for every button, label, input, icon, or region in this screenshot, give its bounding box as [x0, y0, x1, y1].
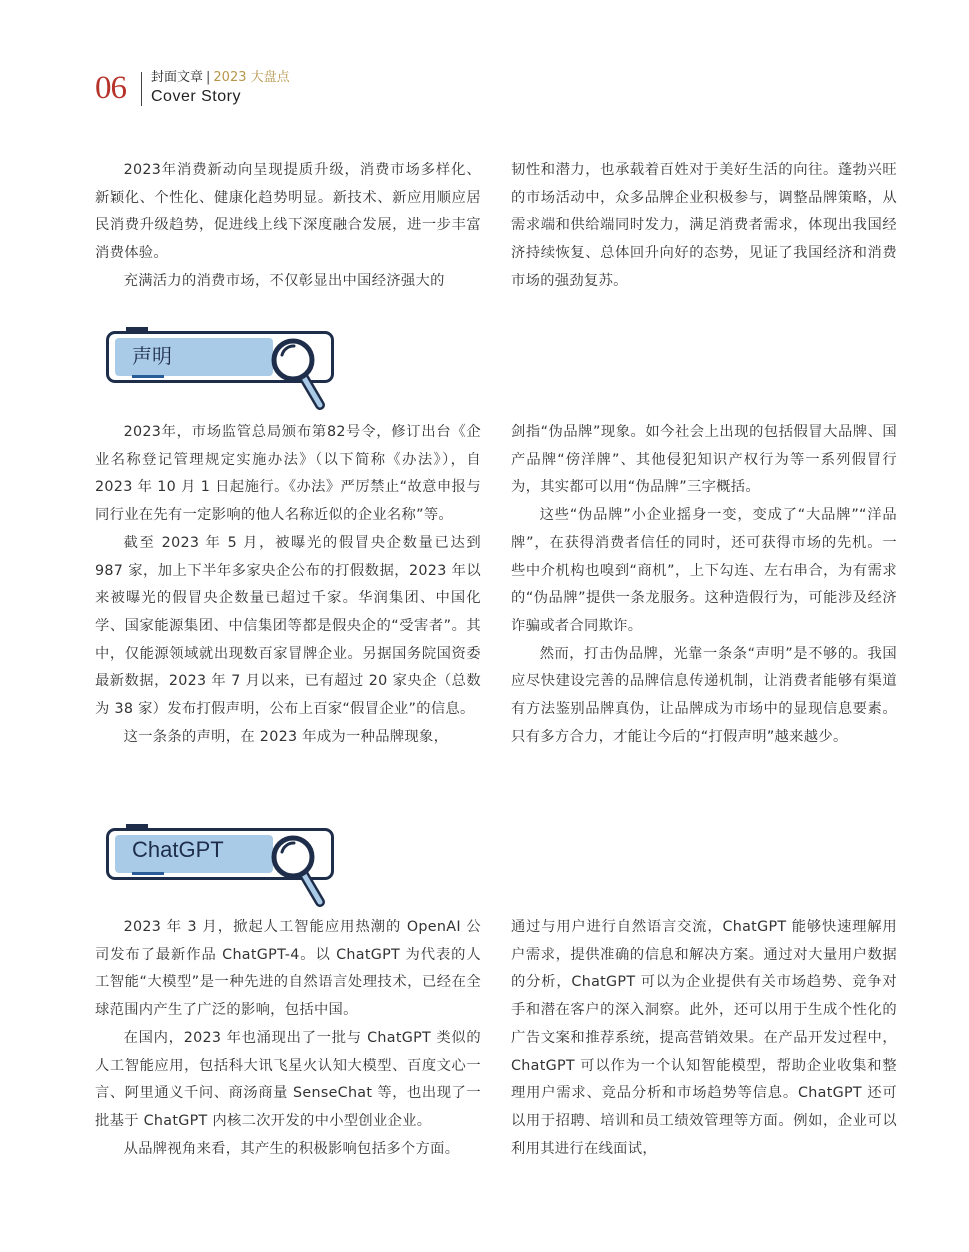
paragraph: 这些“伪品牌”小企业摇身一变，变成了“大品牌”“洋品牌”，在获得消费者信任的同时，还可获得市场的先机。一些中介机构也嗅到“商机”，上下勾连、左右串合，为有需求的“伪品牌”提供一条龙服务。这种造假行为，可能涉及经济诈骗或者合同欺诈。: [511, 507, 897, 634]
header-divider: [141, 72, 142, 106]
magnifier-icon: [266, 830, 336, 910]
section-banner-chatgpt: [104, 828, 336, 918]
paragraph: 韧性和潜力，也承载着百姓对于美好生活的向往。蓬勃兴旺的市场活动中，众多品牌企业积极参与，调整品牌策略，从需求端和供给端同时发力，满足消费者需求，体现出我国经济持续恢复、总体回升向好的态势，见证了我国经济和消费市场的强劲复苏。: [511, 162, 897, 289]
intro-left-column: [95, 157, 481, 296]
paragraph: 截至 2023 年 5 月，被曝光的假冒央企数量已达到 987 家，加上下半年多家央企公布的打假数据，2023 年以来被曝光的假冒央企数量已超过千家。华润集团、中国化学、国家能源集团、中信集团等都是假央企的“受害者”。其中，仅能源领域就出现数百家冒牌企业。另据国务院国资委最新数据，2023 年 7 月以来，已有超过 20 家央企（总数为 38 家）发布打假声明，公布上百家“假冒企业”的信息。: [95, 534, 481, 718]
chatgpt-left-column: [95, 914, 481, 1163]
banner-title: 声明: [132, 344, 172, 368]
cover-story-label: Cover Story: [151, 88, 241, 105]
statement-right-column: [511, 419, 897, 751]
magnifier-icon: [266, 333, 336, 413]
paragraph: 2023年，市场监管总局颁布第82号令，修订出台《企业名称登记管理规定实施办法》（以下简称《办法》），自 2023 年 10 月 1 日起施行。《办法》严厉禁止“故意申报与同行业在先有一定影响的他人名称近似的企业名称”等。: [95, 424, 481, 524]
banner-underline: [132, 872, 164, 875]
paragraph: 2023 年 3 月，掀起人工智能应用热潮的 OpenAI 公司发布了最新作品 ChatGPT-4。以 ChatGPT 为代表的人工智能“大模型”是一种先进的自然语言处理技术，已经在全球范围内产生了广泛的影响，包括中国。: [95, 919, 481, 1019]
paragraph: 然而，打击伪品牌，光靠一条条“声明”是不够的。我国应尽快建设完善的品牌信息传递机制，让消费者能够有渠道有方法鉴别品牌真伪，让品牌成为市场中的显现信息要素。只有多方合力，才能让今后的“打假声明”越来越少。: [511, 645, 897, 745]
section-banner-statement: [104, 331, 336, 421]
paragraph: 充满活力的消费市场，不仅彰显出中国经济强大的: [123, 272, 445, 289]
paragraph: 这一条条的声明，在 2023 年成为一种品牌现象，: [123, 728, 449, 745]
paragraph: 剑指“伪品牌”现象。如今社会上出现的包括假冒大品牌、国产品牌“傍洋牌”、其他侵犯知识产权行为等一系列假冒行为，其实都可以用“伪品牌”三字概括。: [511, 424, 897, 496]
banner-tab: [126, 327, 148, 331]
intro-right-column: [511, 157, 897, 296]
paragraph: 从品牌视角来看，其产生的积极影响包括多个方面。: [123, 1140, 460, 1157]
banner-underline: [132, 375, 164, 378]
banner-tab: [126, 824, 148, 828]
section-name: 封面文章: [151, 70, 204, 85]
paragraph: 通过与用户进行自然语言交流，ChatGPT 能够快速理解用户需求，提供准确的信息和解决方案。通过对大量用户数据的分析，ChatGPT 可以为企业提供有关市场趋势、竞争对手和潜在客户的深入洞察。此外，还可以用于生成个性化的广告文案和推荐系统，提高营销效果。在产品开发过程中，ChatGPT 可以作为一个认知智能模型，帮助企业收集和整理用户需求、竞品分析和市场趋势等信息。ChatGPT 还可以用于招聘、培训和员工绩效管理等方面。例如，企业可以利用其进行在线面试，: [511, 919, 897, 1157]
banner-title: ChatGPT: [132, 837, 224, 862]
chatgpt-right-column: [511, 914, 897, 1163]
section-separator: |: [206, 70, 211, 85]
page-number: 06: [95, 70, 126, 106]
paragraph: 2023年消费新动向呈现提质升级，消费市场多样化、新颖化、个性化、健康化趋势明显。新技术、新应用顺应居民消费升级趋势，促进线上线下深度融合发展，进一步丰富消费体验。: [95, 162, 481, 262]
statement-left-column: [95, 419, 481, 751]
section-heading: [151, 70, 290, 86]
issue-title: 2023 大盘点: [213, 70, 290, 85]
paragraph: 在国内，2023 年也涌现出了一批与 ChatGPT 类似的人工智能应用，包括科大讯飞星火认知大模型、百度文心一言、阿里通义千问、商汤商量 SenseChat 等，也出现了一批基于 ChatGPT 内核二次开发的中小型创业企业。: [95, 1029, 481, 1129]
